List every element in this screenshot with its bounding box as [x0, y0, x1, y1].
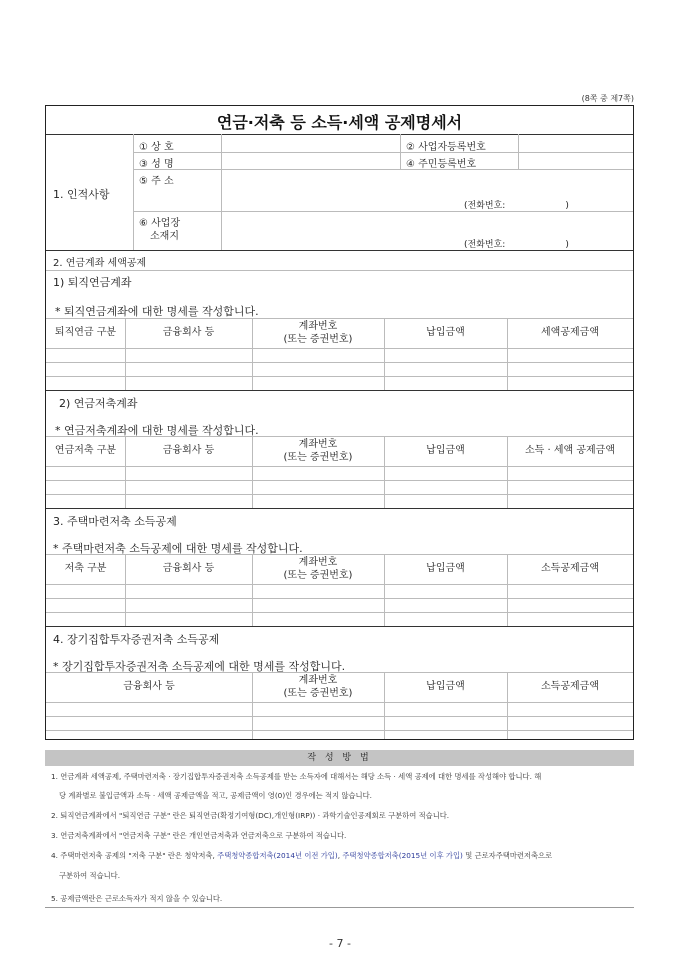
- business-number-label: ② 사업자등록번호: [406, 142, 486, 153]
- section3-label: 3. 주택마련저축 소득공제: [53, 515, 177, 528]
- col-account-number-alt: (또는 증권번호): [283, 570, 353, 581]
- form-title: 연금·저축 등 소득·세액 공제명세서: [216, 113, 463, 132]
- note-3: 3. 연금저축계좌에서 "연금저축 구분" 란은 개인연금저축과 연금저축으로 구분하여 적습니다.: [51, 831, 347, 840]
- note-4a-pre: 4. 주택마련저축 공제의 "저축 구분" 란은 청약저축,: [51, 851, 218, 860]
- col-deduction: 소득 · 세액 공제금액: [525, 445, 615, 456]
- note-4b: 구분하여 적습니다.: [59, 871, 121, 880]
- col-account-number: 계좌번호: [298, 675, 338, 686]
- resident-number-label: ④ 주민등록번호: [406, 159, 477, 170]
- name-label: ③ 성 명: [139, 159, 174, 170]
- note-5: 5. 공제금액란은 근로소득자가 적지 않을 수 있습니다.: [51, 894, 223, 903]
- note-4a-blue2: 주택청약종합저축(2015년 이후 가입): [342, 851, 463, 860]
- note-2: 2. 퇴직연금계좌에서 "퇴직연금 구분" 란은 퇴직연금(확정기여형(DC),개인형(IRP)) · 과학기술인공제회로 구분하여 적습니다.: [51, 811, 450, 820]
- section1-label: 1. 인적사항: [53, 188, 110, 201]
- col-income-deduction: 소득공제금액: [541, 681, 599, 692]
- workplace-phone: (전화번호: ): [464, 240, 569, 250]
- workplace-label-2: 소재지: [150, 231, 179, 242]
- section2-1-label: 1) 퇴직연금계좌: [53, 276, 132, 289]
- section4-instruction: * 장기집합투자증권저축 소득공제에 대한 명세를 작성합니다.: [53, 660, 346, 673]
- note-4a-blue1: 주택청약종합저축(2014년 이전 가입): [217, 851, 338, 860]
- section2-label: 2. 연금계좌 세액공제: [53, 258, 147, 269]
- col-financial-company: 금융회사 등: [162, 327, 215, 338]
- section3-instruction: * 주택마련저축 소득공제에 대한 명세를 작성합니다.: [53, 542, 303, 555]
- col-paid-amount: 납입금액: [426, 445, 465, 456]
- col-paid-amount: 납입금액: [426, 563, 465, 574]
- note-1a: 1. 연금계좌 세액공제, 주택마련저축 · 장기집합투자증권저축 소득공제를 받는 소득자에 대해서는 해당 소득 · 세액 공제에 대한 명세를 작성해야 합니다. 해: [51, 772, 542, 781]
- col-paid-amount: 납입금액: [426, 327, 465, 338]
- address-phone: (전화번호: ): [464, 201, 569, 211]
- col-financial-company: 금융회사 등: [162, 563, 215, 574]
- col-account-number-alt: (또는 증권번호): [283, 334, 353, 345]
- col-retirement-type: 퇴직연금 구분: [54, 327, 117, 338]
- col-income-deduction: 소득공제금액: [541, 563, 599, 574]
- deduction-form: [45, 105, 634, 740]
- note-4a: [51, 851, 552, 861]
- section2-2-label: 2) 연금저축계좌: [59, 397, 138, 410]
- page-info: (8쪽 중 제7쪽): [581, 94, 634, 103]
- workplace-label-1: ⑥ 사업장: [139, 218, 181, 229]
- address-label: ⑤ 주 소: [139, 176, 174, 187]
- col-account-number: 계좌번호: [298, 557, 338, 568]
- col-pension-type: 연금저축 구분: [54, 445, 117, 456]
- note-4a-post: 및 근로자주택마련저축으로: [462, 851, 553, 860]
- col-tax-credit: 세액공제금액: [541, 327, 599, 338]
- col-account-number: 계좌번호: [298, 321, 338, 332]
- col-account-number: 계좌번호: [298, 439, 338, 450]
- section2-1-instruction: * 퇴직연금계좌에 대한 명세를 작성합니다.: [55, 305, 259, 318]
- col-account-number-alt: (또는 증권번호): [283, 688, 353, 699]
- trade-name-label: ① 상 호: [139, 142, 174, 153]
- section4-label: 4. 장기집합투자증권저축 소득공제: [53, 633, 220, 646]
- note-4a-mid: ,: [337, 851, 343, 860]
- section2-2-instruction: * 연금저축계좌에 대한 명세를 작성합니다.: [55, 424, 259, 437]
- col-financial-company: 금융회사 등: [123, 681, 175, 692]
- instructions: [45, 750, 634, 903]
- col-financial-company: 금융회사 등: [162, 445, 215, 456]
- col-paid-amount: 납입금액: [426, 681, 465, 692]
- col-account-number-alt: (또는 증권번호): [283, 452, 353, 463]
- instructions-heading: 작 성 방 법: [45, 750, 634, 766]
- col-savings-type: 저축 구분: [64, 563, 107, 574]
- note-1b: 당 계좌별로 불입금액과 소득 · 세액 공제금액을 적고, 공제금액이 영(0)인 경우에는 적지 않습니다.: [59, 791, 372, 800]
- page-number: - 7 -: [329, 937, 351, 950]
